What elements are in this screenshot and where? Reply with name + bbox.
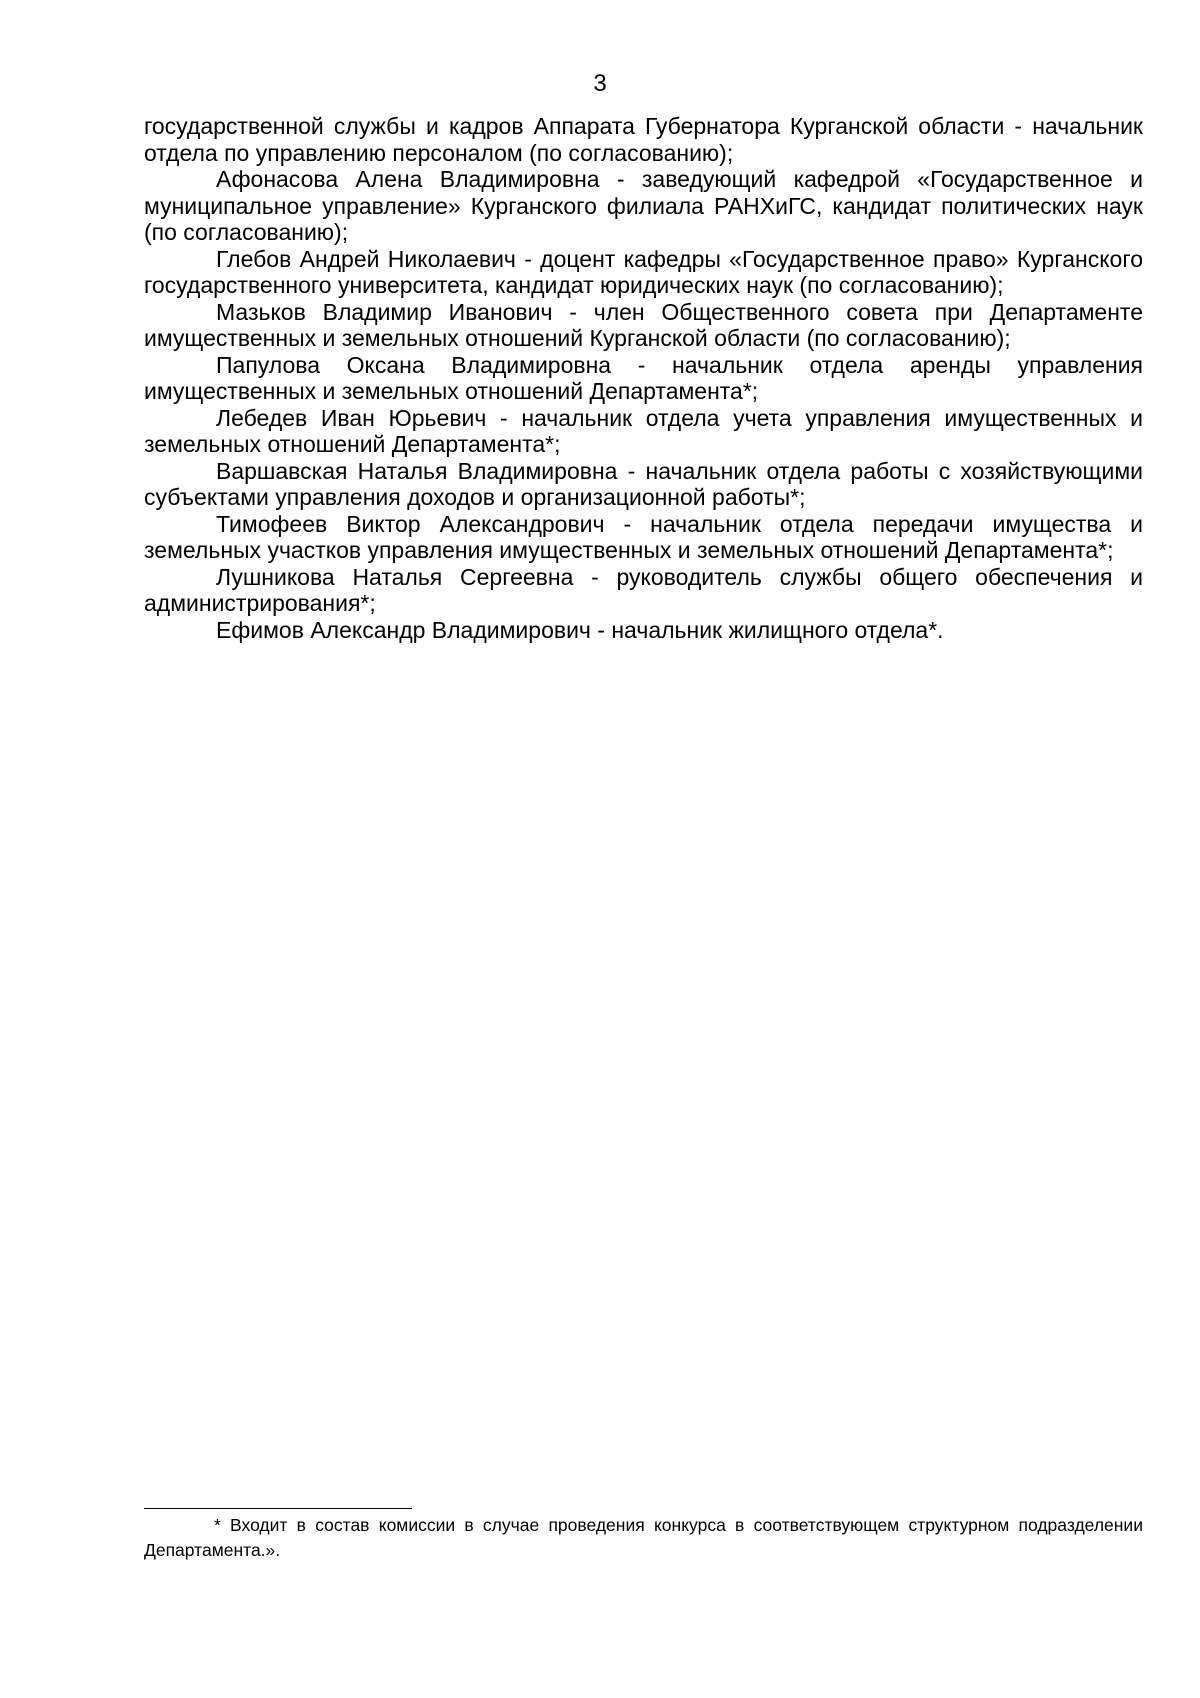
paragraph-continuation: государственной службы и кадров Аппарата Губернатора Курганской области - начальник отдела по управлению персоналом (по согласованию); [144,113,1143,166]
paragraph-glebov: Глебов Андрей Николаевич - доцент кафедры «Государственное право» Курганского государственного университета, кандидат юридических наук (по согласованию); [144,245,1143,298]
footnote-separator [144,1508,412,1509]
paragraph-varshavskaya: Варшавская Наталья Владимировна - начальник отдела работы с хозяйствующими субъектами управления доходов и организационной работы*; [144,457,1143,510]
document-body [144,113,1143,643]
footnote-text: * Входит в состав комиссии в случае проведения конкурса в соответствующем структурном подразделении Департамента.». [144,1515,1143,1560]
page-number: 3 [593,70,607,97]
paragraph-papulova: Папулова Оксана Владимировна - начальник отдела аренды управления имущественных и земельных отношений Департамента*; [144,351,1143,404]
paragraph-efimov: Ефимов Александр Владимирович - начальник жилищного отдела*. [216,616,944,643]
paragraph-lushnikova: Лушникова Наталья Сергеевна - руководитель службы общего обеспечения и администрирования*; [144,563,1143,616]
paragraph-mazkov: Мазьков Владимир Иванович - член Общественного совета при Департаменте имущественных и земельных отношений Курганской области (по согласованию); [144,298,1143,351]
paragraph-afonasova: Афонасова Алена Владимировна - заведующий кафедрой «Государственное и муниципальное управление» Курганского филиала РАНХиГС, кандидат политических наук (по согласованию); [144,166,1143,245]
paragraph-timofeev: Тимофеев Виктор Александрович - начальник отдела передачи имущества и земельных участков управления имущественных и земельных отношений Департамента*; [144,510,1143,563]
paragraph-lebedev: Лебедев Иван Юрьевич - начальник отдела учета управления имущественных и земельных отношений Департамента*; [144,404,1143,457]
